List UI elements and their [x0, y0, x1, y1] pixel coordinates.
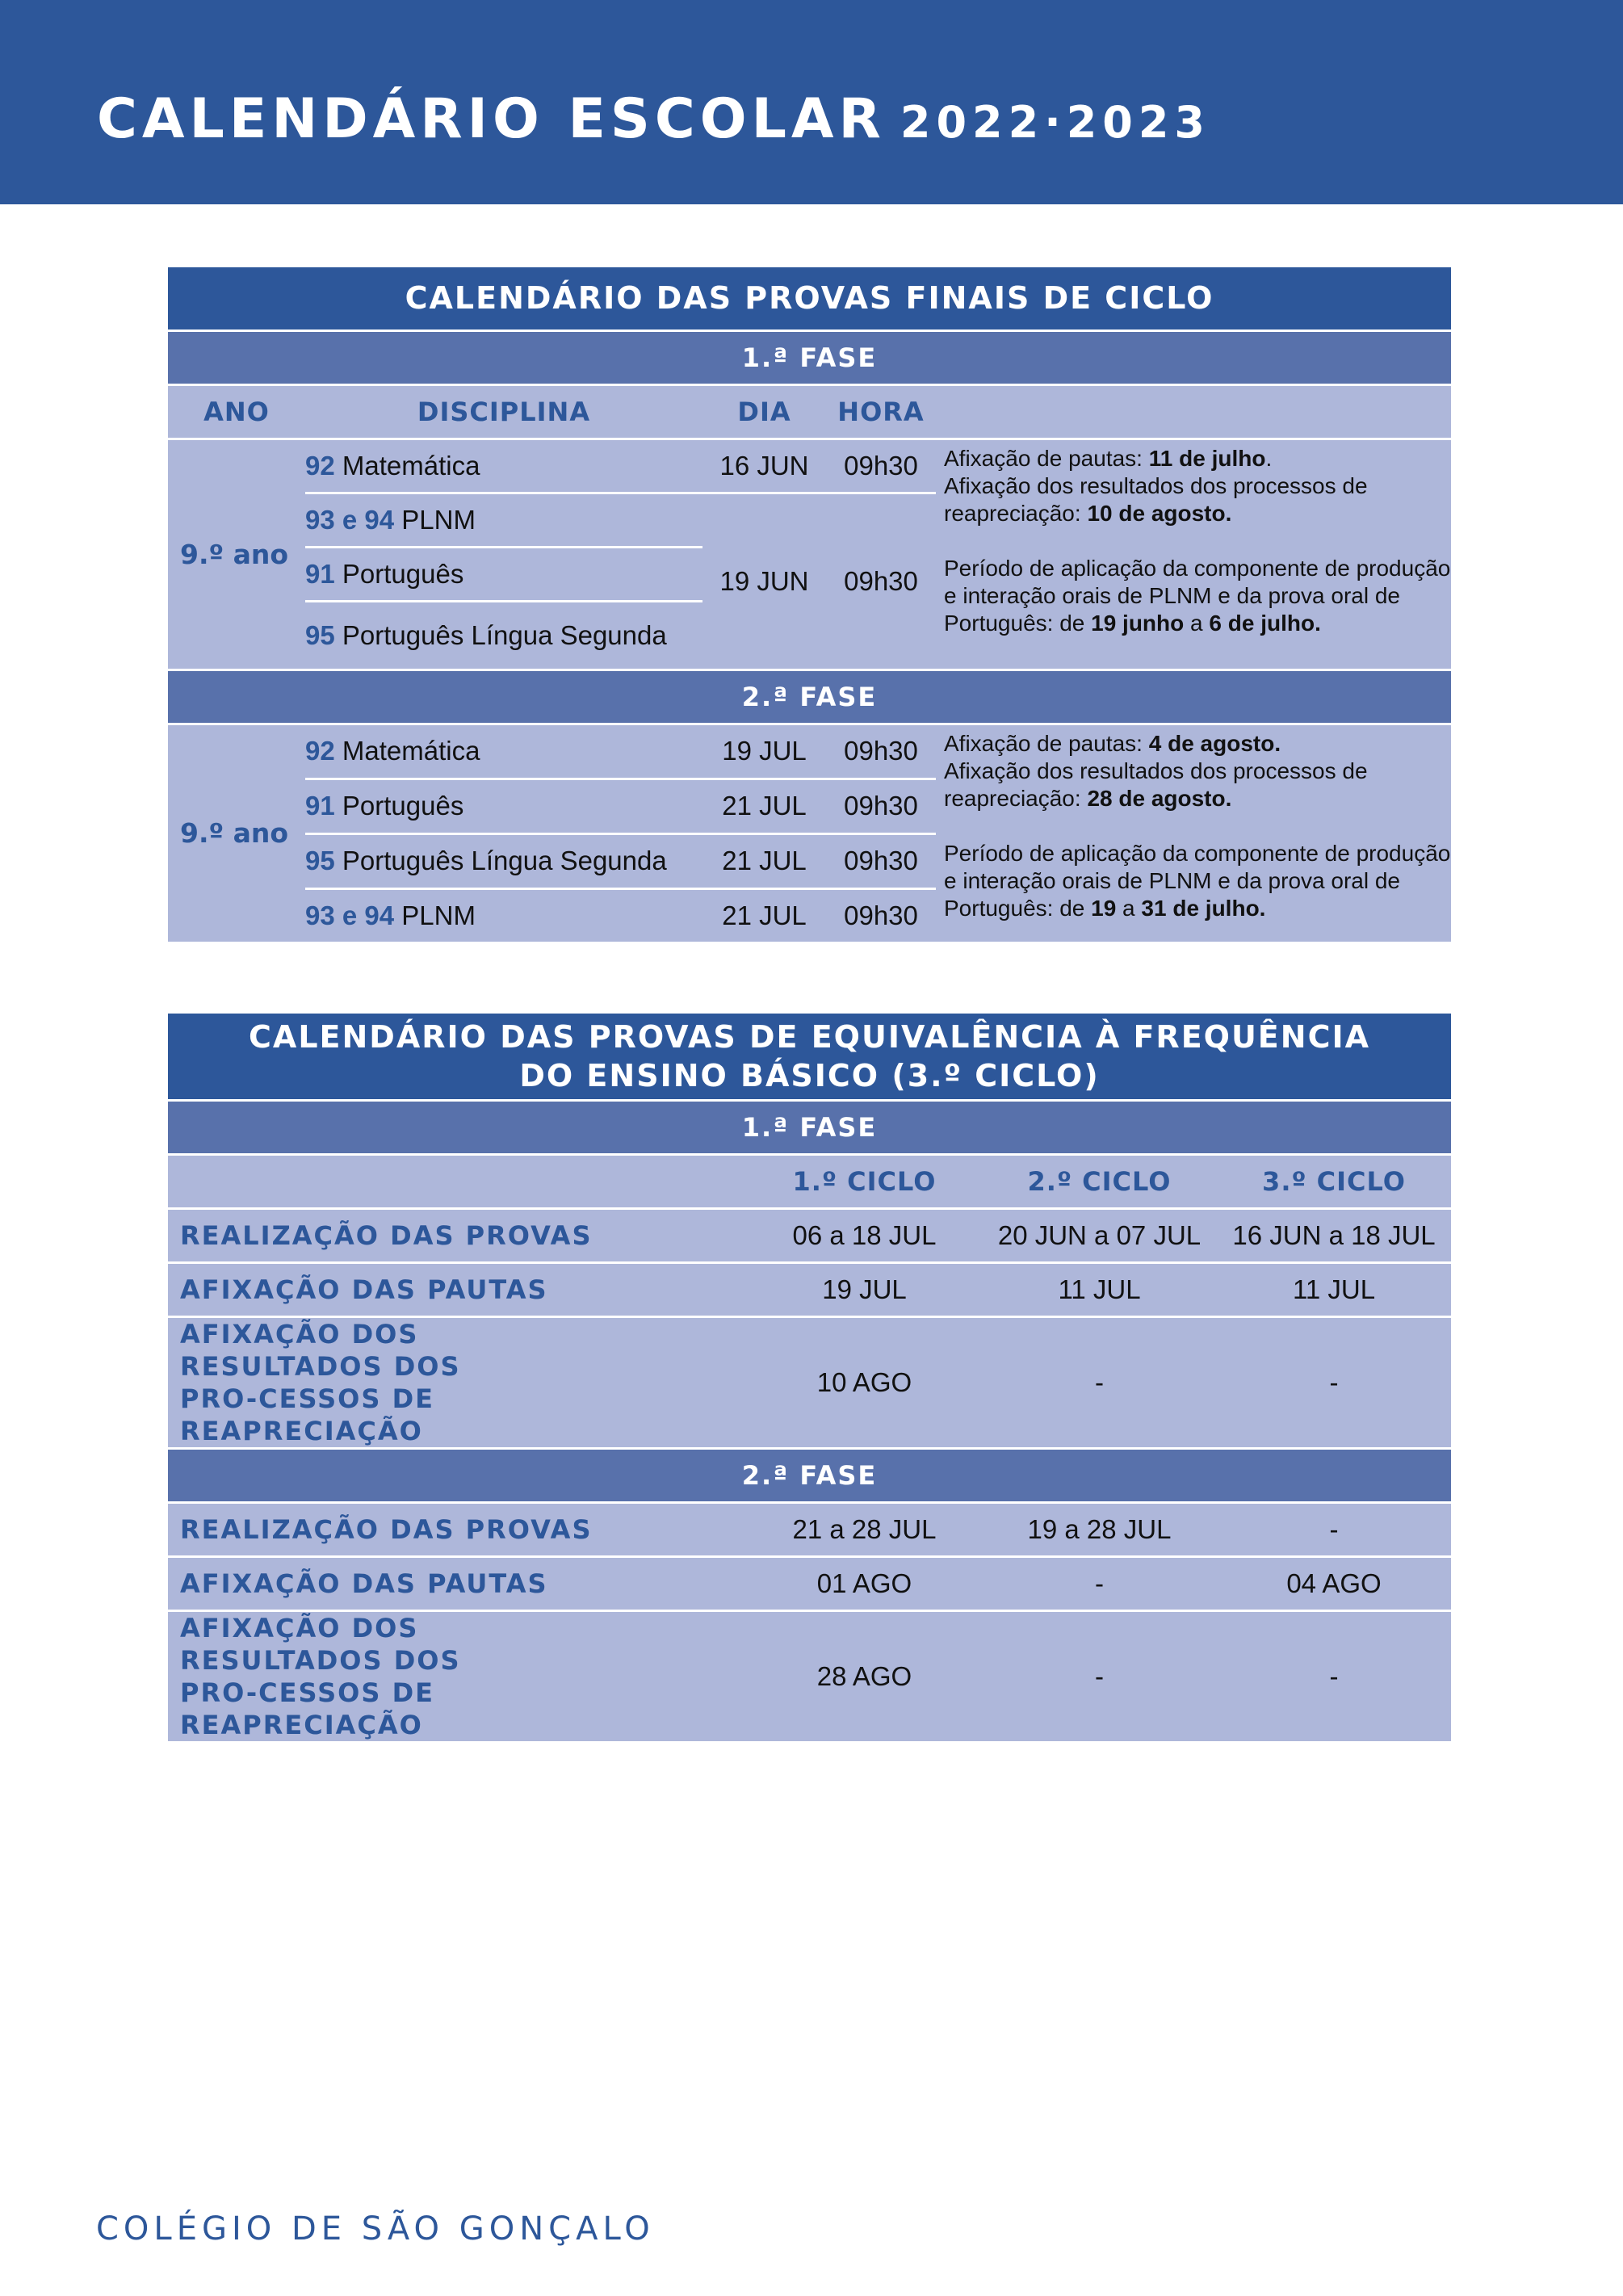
subject-cell: [305, 779, 702, 833]
col-header-disciplina: DISCIPLINA: [305, 384, 702, 439]
subject-code: 93 e 94: [305, 900, 395, 930]
note-bold: 31 de julho.: [1141, 895, 1266, 921]
equivalence-exams-table: [168, 1014, 1451, 1741]
note-bold: 10 de agosto.: [1087, 500, 1232, 526]
time-cell: 09h30: [826, 833, 936, 888]
subject-cell: [305, 833, 702, 888]
value-cell: 10 AGO: [747, 1316, 982, 1448]
note-pautas: [944, 445, 1451, 472]
subject-code: 92: [305, 450, 335, 481]
subject-cell: [305, 601, 702, 669]
note-periodo: [944, 555, 1451, 637]
value-cell: -: [982, 1556, 1217, 1610]
subject-code: 95: [305, 619, 335, 650]
subject-name: Português: [342, 558, 464, 589]
final-exams-title: CALENDÁRIO DAS PROVAS FINAIS DE CICLO: [168, 267, 1451, 330]
phase-2-notes: [936, 724, 1451, 942]
subject-cell: [305, 439, 702, 493]
time-cell: 09h30: [826, 888, 936, 942]
note-bold: 19 junho: [1091, 610, 1185, 636]
subject-cell: [305, 888, 702, 942]
value-cell: 11 JUL: [982, 1262, 1217, 1316]
col-header-ano: ANO: [168, 384, 305, 439]
subject-code: 93 e 94: [305, 504, 395, 535]
subject-name: Português: [342, 791, 464, 821]
note-text: Afixação dos resultados dos processos de reapreciação:: [944, 758, 1368, 811]
date-cell: 19 JUL: [702, 724, 826, 779]
page-header: [0, 0, 1623, 204]
subject-code: 92: [305, 736, 335, 766]
time-cell: 09h30: [826, 493, 936, 669]
date-cell: 21 JUL: [702, 888, 826, 942]
note-text: a: [1116, 895, 1142, 921]
row-label: REALIZAÇÃO DAS PROVAS: [168, 1208, 747, 1262]
value-cell: 11 JUL: [1217, 1262, 1451, 1316]
note-text: .: [1265, 445, 1273, 471]
note-text: Afixação de pautas:: [944, 445, 1149, 471]
value-cell: 28 AGO: [747, 1610, 982, 1741]
note-bold: 6 de julho.: [1209, 610, 1321, 636]
table-row: [168, 1502, 1451, 1556]
phase-1-label: 1.ª FASE: [168, 1100, 1451, 1154]
value-cell: -: [1217, 1502, 1451, 1556]
year-cell: 9.º ano: [168, 724, 305, 942]
subject-cell: [305, 724, 702, 779]
row-label: AFIXAÇÃO DAS PAUTAS: [168, 1556, 747, 1610]
col-header-ciclo-2: 2.º CICLO: [982, 1154, 1217, 1208]
note-pautas: [944, 730, 1451, 758]
phase-2-label: 2.ª FASE: [168, 1448, 1451, 1502]
note-bold: 28 de agosto.: [1087, 785, 1232, 811]
note-text: Afixação dos resultados dos processos de reapreciação:: [944, 472, 1368, 526]
equivalence-title: [168, 1014, 1451, 1100]
table-row: [168, 1610, 1451, 1741]
subject-name: PLNM: [401, 504, 476, 535]
school-name-footer: COLÉGIO DE SÃO GONÇALO: [96, 2210, 655, 2248]
value-cell: 21 a 28 JUL: [747, 1502, 982, 1556]
note-text: Período de aplicação da componente de produção e interação orais de PLNM e da prova oral de Português: de: [944, 555, 1451, 636]
value-cell: 16 JUN a 18 JUL: [1217, 1208, 1451, 1262]
school-year: 2022·2023: [900, 97, 1211, 148]
note-periodo: [944, 840, 1451, 922]
row-label: REALIZAÇÃO DAS PROVAS: [168, 1502, 747, 1556]
table-row: [168, 1262, 1451, 1316]
equivalence-title-line2: DO ENSINO BÁSICO (3.º CICLO): [519, 1057, 1100, 1093]
subject-name: Matemática: [342, 450, 480, 481]
title-text: CALENDÁRIO ESCOLAR: [97, 87, 886, 151]
value-cell: -: [982, 1610, 1217, 1741]
subject-cell: [305, 547, 702, 601]
subject-code: 95: [305, 846, 335, 875]
phase-1-notes: [936, 439, 1451, 669]
col-header-ciclo-3: 3.º CICLO: [1217, 1154, 1451, 1208]
row-label: AFIXAÇÃO DOS RESULTADOS DOS PRO-CESSOS DE REAPRECIAÇÃO: [168, 1316, 747, 1448]
col-header-dia: DIA: [702, 384, 826, 439]
equivalence-title-line1: CALENDÁRIO DAS PROVAS DE EQUIVALÊNCIA À FREQUÊNCIA: [249, 1018, 1371, 1055]
col-header-ciclo-1: 1.º CICLO: [747, 1154, 982, 1208]
table-row: [168, 1556, 1451, 1610]
year-cell: 9.º ano: [168, 439, 305, 669]
col-header-notes: [936, 384, 1451, 439]
value-cell: 04 AGO: [1217, 1556, 1451, 1610]
phase-2-label: 2.ª FASE: [168, 669, 1451, 724]
value-cell: 01 AGO: [747, 1556, 982, 1610]
time-cell: 09h30: [826, 779, 936, 833]
value-cell: -: [982, 1316, 1217, 1448]
final-exams-table: [168, 267, 1451, 942]
page-title: [97, 87, 1210, 151]
value-cell: 20 JUN a 07 JUL: [982, 1208, 1217, 1262]
table-row: [168, 1208, 1451, 1262]
date-cell: 19 JUN: [702, 493, 826, 669]
value-cell: -: [1217, 1610, 1451, 1741]
subject-cell: [305, 493, 702, 547]
date-cell: 21 JUL: [702, 779, 826, 833]
subject-name: PLNM: [401, 900, 476, 930]
value-cell: 06 a 18 JUL: [747, 1208, 982, 1262]
table-row: [168, 1316, 1451, 1448]
note-text: Afixação de pautas:: [944, 730, 1149, 756]
row-label: AFIXAÇÃO DAS PAUTAS: [168, 1262, 747, 1316]
subject-name: Português Língua Segunda: [342, 846, 667, 875]
value-cell: 19 a 28 JUL: [982, 1502, 1217, 1556]
time-cell: 09h30: [826, 439, 936, 493]
value-cell: -: [1217, 1316, 1451, 1448]
subject-code: 91: [305, 791, 335, 821]
subject-name: Matemática: [342, 736, 480, 766]
note-bold: 11 de julho: [1148, 445, 1266, 471]
col-header-hora: HORA: [826, 384, 936, 439]
note-bold: 4 de agosto.: [1148, 730, 1281, 756]
time-cell: 09h30: [826, 724, 936, 779]
date-cell: 16 JUN: [702, 439, 826, 493]
note-reapreciacao: [944, 472, 1451, 527]
date-cell: 21 JUL: [702, 833, 826, 888]
note-bold: 19: [1091, 895, 1117, 921]
phase-1-label: 1.ª FASE: [168, 330, 1451, 384]
subject-name: Português Língua Segunda: [342, 619, 667, 650]
row-label: AFIXAÇÃO DOS RESULTADOS DOS PRO-CESSOS DE REAPRECIAÇÃO: [168, 1610, 747, 1741]
note-text: Período de aplicação da componente de produção e interação orais de PLNM e da prova oral de Português: de: [944, 840, 1451, 921]
note-text: a: [1184, 610, 1210, 636]
subject-code: 91: [305, 558, 335, 589]
note-reapreciacao: [944, 758, 1451, 812]
col-header-blank: [168, 1154, 747, 1208]
value-cell: 19 JUL: [747, 1262, 982, 1316]
